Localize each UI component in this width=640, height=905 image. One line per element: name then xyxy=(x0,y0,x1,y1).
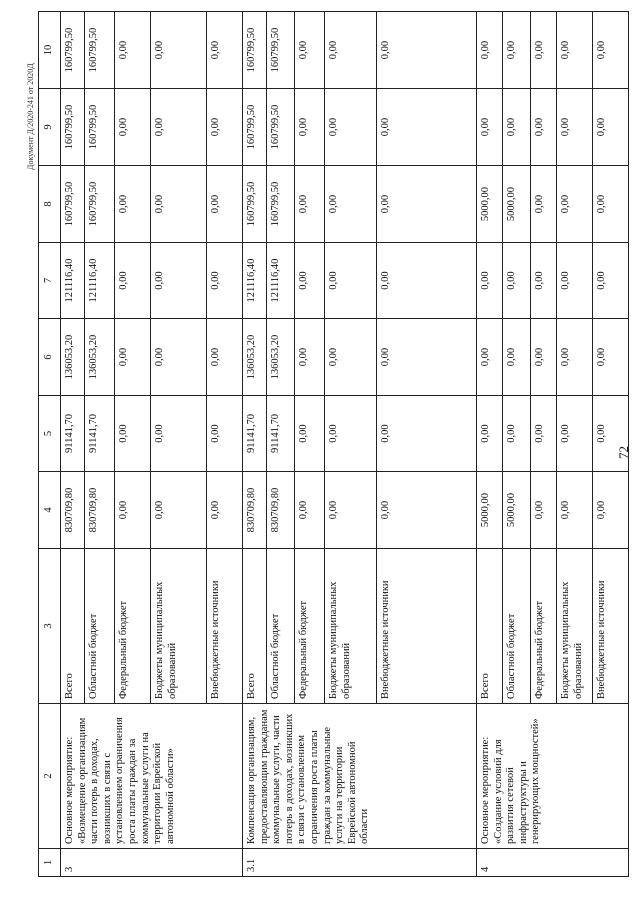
amount-cell: 830709,80 xyxy=(85,472,115,549)
col-header-8: 8 xyxy=(39,166,61,243)
item-name: Основное мероприятие: «Создание условий для развития сетевой инфраструктуры и генерирующих мощностей» xyxy=(477,704,629,849)
amount-cell: 0,00 xyxy=(377,243,477,319)
item-number: 3.1 xyxy=(243,849,477,877)
amount-cell: 0,00 xyxy=(115,396,151,472)
amount-cell: 0,00 xyxy=(377,89,477,166)
amount-cell: 0,00 xyxy=(477,12,503,89)
amount-cell: 160799,50 xyxy=(267,12,295,89)
funding-source: Всего xyxy=(477,549,503,704)
amount-cell: 0,00 xyxy=(207,166,243,243)
amount-cell: 0,00 xyxy=(377,12,477,89)
amount-cell: 0,00 xyxy=(377,166,477,243)
amount-cell: 91141,70 xyxy=(267,396,295,472)
amount-cell: 0,00 xyxy=(557,396,593,472)
amount-cell: 0,00 xyxy=(477,89,503,166)
funding-source: Федеральный бюджет xyxy=(115,549,151,704)
amount-cell: 0,00 xyxy=(531,243,557,319)
amount-cell: 0,00 xyxy=(593,396,629,472)
col-header-4: 4 xyxy=(39,472,61,549)
amount-cell: 160799,50 xyxy=(85,12,115,89)
amount-cell: 830709,80 xyxy=(243,472,267,549)
amount-cell: 0,00 xyxy=(151,89,207,166)
amount-cell: 0,00 xyxy=(325,243,377,319)
amount-cell: 0,00 xyxy=(151,319,207,396)
table-row xyxy=(61,12,85,877)
item-name: Компенсация организациям, предоставляющим гражданам коммунальные услуги, части потерь в доходах, возникших в связи с установлением ограничения роста платы граждан за коммунальные услуги на территории Еврейской автономной области xyxy=(243,704,477,849)
amount-cell: 0,00 xyxy=(207,12,243,89)
col-header-3: 3 xyxy=(39,549,61,704)
amount-cell: 0,00 xyxy=(207,396,243,472)
amount-cell: 0,00 xyxy=(207,89,243,166)
amount-cell: 0,00 xyxy=(151,396,207,472)
funding-source: Федеральный бюджет xyxy=(295,549,325,704)
item-number: 3 xyxy=(61,849,243,877)
amount-cell: 160799,50 xyxy=(61,12,85,89)
amount-cell: 0,00 xyxy=(151,166,207,243)
amount-cell: 121116,40 xyxy=(61,243,85,319)
amount-cell: 160799,50 xyxy=(85,89,115,166)
amount-cell: 0,00 xyxy=(325,319,377,396)
amount-cell: 0,00 xyxy=(325,396,377,472)
amount-cell: 0,00 xyxy=(503,89,531,166)
funding-source: Внебюджетные источники xyxy=(593,549,629,704)
table-row xyxy=(477,12,503,877)
col-header-1: 1 xyxy=(39,849,61,877)
amount-cell: 0,00 xyxy=(593,12,629,89)
amount-cell: 0,00 xyxy=(115,12,151,89)
amount-cell: 0,00 xyxy=(115,472,151,549)
amount-cell: 121116,40 xyxy=(267,243,295,319)
amount-cell: 160799,50 xyxy=(267,166,295,243)
page-number: 72 xyxy=(616,446,631,459)
amount-cell: 0,00 xyxy=(295,12,325,89)
amount-cell: 0,00 xyxy=(325,166,377,243)
amount-cell: 0,00 xyxy=(477,243,503,319)
amount-cell: 5000,00 xyxy=(503,472,531,549)
amount-cell: 121116,40 xyxy=(243,243,267,319)
amount-cell: 0,00 xyxy=(503,396,531,472)
amount-cell: 0,00 xyxy=(531,319,557,396)
amount-cell: 0,00 xyxy=(295,166,325,243)
amount-cell: 0,00 xyxy=(207,319,243,396)
amount-cell: 0,00 xyxy=(295,89,325,166)
amount-cell: 0,00 xyxy=(557,319,593,396)
amount-cell: 0,00 xyxy=(557,243,593,319)
amount-cell: 136053,20 xyxy=(267,319,295,396)
amount-cell: 0,00 xyxy=(477,319,503,396)
funding-source: Внебюджетные источники xyxy=(377,549,477,704)
amount-cell: 0,00 xyxy=(295,396,325,472)
amount-cell: 0,00 xyxy=(557,166,593,243)
funding-source: Бюджеты муниципальных образований xyxy=(557,549,593,704)
amount-cell: 91141,70 xyxy=(243,396,267,472)
amount-cell: 0,00 xyxy=(115,89,151,166)
item-name: Основное мероприятие: «Возмещение организациям части потерь в доходах, возникших в связи с установлением ограничения роста платы граждан за коммунальные услуги на территории Еврейской автономной области» xyxy=(61,704,243,849)
amount-cell: 0,00 xyxy=(531,472,557,549)
amount-cell: 0,00 xyxy=(295,319,325,396)
amount-cell: 136053,20 xyxy=(243,319,267,396)
funding-source: Бюджеты муниципальных образований xyxy=(325,549,377,704)
amount-cell: 0,00 xyxy=(503,319,531,396)
amount-cell: 0,00 xyxy=(151,12,207,89)
amount-cell: 0,00 xyxy=(531,12,557,89)
col-header-2: 2 xyxy=(39,704,61,849)
amount-cell: 0,00 xyxy=(115,166,151,243)
amount-cell: 830709,80 xyxy=(267,472,295,549)
header-row xyxy=(39,12,61,877)
amount-cell: 0,00 xyxy=(593,89,629,166)
amount-cell: 0,00 xyxy=(593,319,629,396)
funding-source: Бюджеты муниципальных образований xyxy=(151,549,207,704)
funding-source: Областной бюджет xyxy=(267,549,295,704)
amount-cell: 121116,40 xyxy=(85,243,115,319)
amount-cell: 0,00 xyxy=(531,396,557,472)
amount-cell: 136053,20 xyxy=(85,319,115,396)
funding-source: Всего xyxy=(243,549,267,704)
amount-cell: 0,00 xyxy=(295,243,325,319)
amount-cell: 160799,50 xyxy=(61,166,85,243)
amount-cell: 0,00 xyxy=(531,166,557,243)
funding-source: Федеральный бюджет xyxy=(531,549,557,704)
amount-cell: 5000,00 xyxy=(503,166,531,243)
amount-cell: 0,00 xyxy=(503,243,531,319)
amount-cell: 160799,50 xyxy=(267,89,295,166)
table-row xyxy=(243,12,267,877)
funding-source: Всего xyxy=(61,549,85,704)
amount-cell: 0,00 xyxy=(531,89,557,166)
amount-cell: 0,00 xyxy=(151,472,207,549)
amount-cell: 0,00 xyxy=(557,89,593,166)
amount-cell: 0,00 xyxy=(557,472,593,549)
amount-cell: 160799,50 xyxy=(85,166,115,243)
amount-cell: 5000,00 xyxy=(477,166,503,243)
amount-cell: 0,00 xyxy=(151,243,207,319)
amount-cell: 0,00 xyxy=(477,396,503,472)
funding-source: Областной бюджет xyxy=(503,549,531,704)
col-header-5: 5 xyxy=(39,396,61,472)
amount-cell: 0,00 xyxy=(377,319,477,396)
amount-cell: 0,00 xyxy=(377,472,477,549)
amount-cell: 0,00 xyxy=(325,12,377,89)
amount-cell: 160799,50 xyxy=(243,12,267,89)
amount-cell: 830709,80 xyxy=(61,472,85,549)
amount-cell: 0,00 xyxy=(377,396,477,472)
amount-cell: 0,00 xyxy=(207,472,243,549)
amount-cell: 0,00 xyxy=(115,243,151,319)
col-header-7: 7 xyxy=(39,243,61,319)
amount-cell: 160799,50 xyxy=(243,166,267,243)
amount-cell: 0,00 xyxy=(207,243,243,319)
amount-cell: 91141,70 xyxy=(61,396,85,472)
col-header-9: 9 xyxy=(39,89,61,166)
amount-cell: 0,00 xyxy=(325,472,377,549)
budget-table xyxy=(38,11,629,877)
amount-cell: 0,00 xyxy=(557,12,593,89)
col-header-10: 10 xyxy=(39,12,61,89)
amount-cell: 0,00 xyxy=(503,12,531,89)
amount-cell: 0,00 xyxy=(325,89,377,166)
amount-cell: 136053,20 xyxy=(61,319,85,396)
funding-source: Внебюджетные источники xyxy=(207,549,243,704)
document-reference: Документ Д/2020-241 от 2020Д xyxy=(26,63,35,170)
amount-cell: 160799,50 xyxy=(243,89,267,166)
amount-cell: 5000,00 xyxy=(477,472,503,549)
amount-cell: 0,00 xyxy=(593,166,629,243)
amount-cell: 91141,70 xyxy=(85,396,115,472)
col-header-6: 6 xyxy=(39,319,61,396)
funding-source: Областной бюджет xyxy=(85,549,115,704)
amount-cell: 0,00 xyxy=(115,319,151,396)
amount-cell: 0,00 xyxy=(593,472,629,549)
amount-cell: 0,00 xyxy=(295,472,325,549)
item-number: 4 xyxy=(477,849,629,877)
amount-cell: 0,00 xyxy=(593,243,629,319)
amount-cell: 160799,50 xyxy=(61,89,85,166)
